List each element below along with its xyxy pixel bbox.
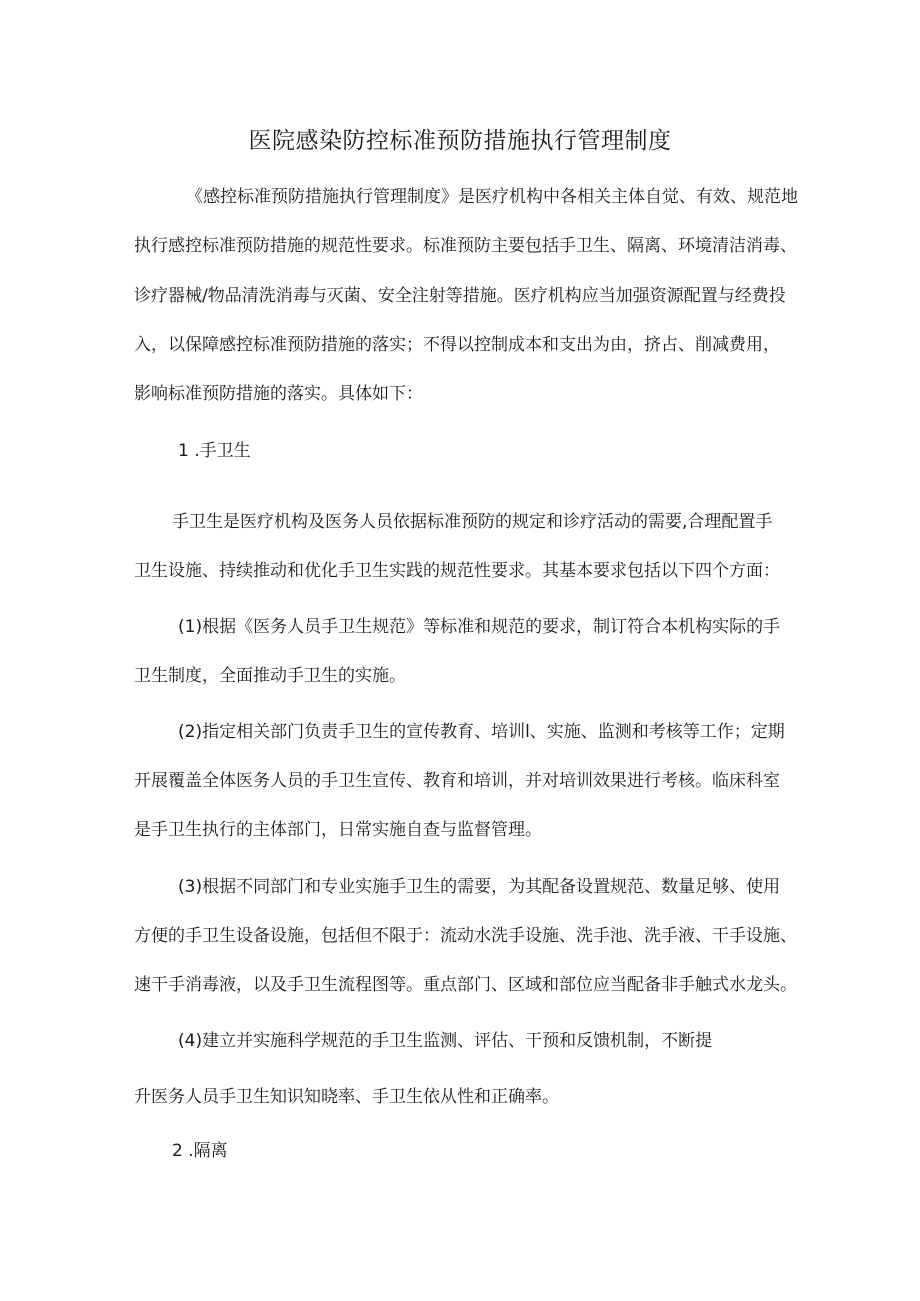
section-heading-hand-hygiene: 1 .手卫生: [178, 441, 251, 461]
item3-line-3: 速干手消毒液，以及手卫生流程图等。重点部门、区域和部位应当配备非手触式水龙头。: [134, 975, 797, 995]
item2-line-1: (2)指定相关部门负责手卫生的宣传教育、培训l、实施、监测和考核等工作；定期: [178, 722, 785, 742]
section1-line-2: 卫生设施、持续推动和优化手卫生实践的规范性要求。其基本要求包括以下四个方面：: [134, 561, 780, 581]
item2-line-3: 是手卫生执行的主体部门，日常实施自查与监督管理。: [134, 820, 542, 840]
item2-line-2: 开展覆盖全体医务人员的手卫生宣传、教育和培训，并对培训效果进行考核。临床科室: [134, 771, 780, 791]
section1-line-1: 手卫生是医疗机构及医务人员依据标准预防的规定和诊疗活动的需要,合理配置手: [172, 512, 773, 532]
item4-line-2: 升医务人员手卫生知识知晓率、手卫生依从性和正确率。: [134, 1087, 559, 1107]
item3-line-1: (3)根据不同部门和专业实施手卫生的需要，为其配备设置规范、数量足够、使用: [178, 877, 781, 897]
intro-line-4: 入，以保障感控标准预防措施的落实；不得以控制成本和支出为由，挤占、削减费用，: [134, 335, 780, 355]
section-heading-isolation: 2 .隔离: [172, 1141, 228, 1161]
item1-line-1: (1)根据《医务人员手卫生规范》等标准和规范的要求，制订符合本机构实际的手: [178, 617, 781, 637]
item3-line-2: 方便的手卫生设备设施，包括但不限于：流动水洗手设施、洗手池、洗手液、干手设施、: [134, 926, 797, 946]
intro-line-3: 诊疗器械/物品清洗消毒与灭菌、安全注射等措施。医疗机构应当加强资源配置与经费投: [134, 286, 786, 306]
intro-line-5: 影响标准预防措施的落实。具体如下：: [134, 384, 423, 404]
intro-line-1: 《感控标准预防措施执行管理制度》是医疗机构中各相关主体自觉、有效、规范地: [186, 187, 798, 207]
item4-line-1: (4)建立并实施科学规范的手卫生监测、评估、干预和反馈机制，不断提: [178, 1031, 713, 1051]
document-title: 医院感染防控标准预防措施执行管理制度: [248, 128, 672, 154]
intro-line-2: 执行感控标准预防措施的规范性要求。标准预防主要包括手卫生、隔离、环境清洁消毒、: [134, 236, 797, 256]
item1-line-2: 卫生制度，全面推动手卫生的实施。: [134, 666, 406, 686]
